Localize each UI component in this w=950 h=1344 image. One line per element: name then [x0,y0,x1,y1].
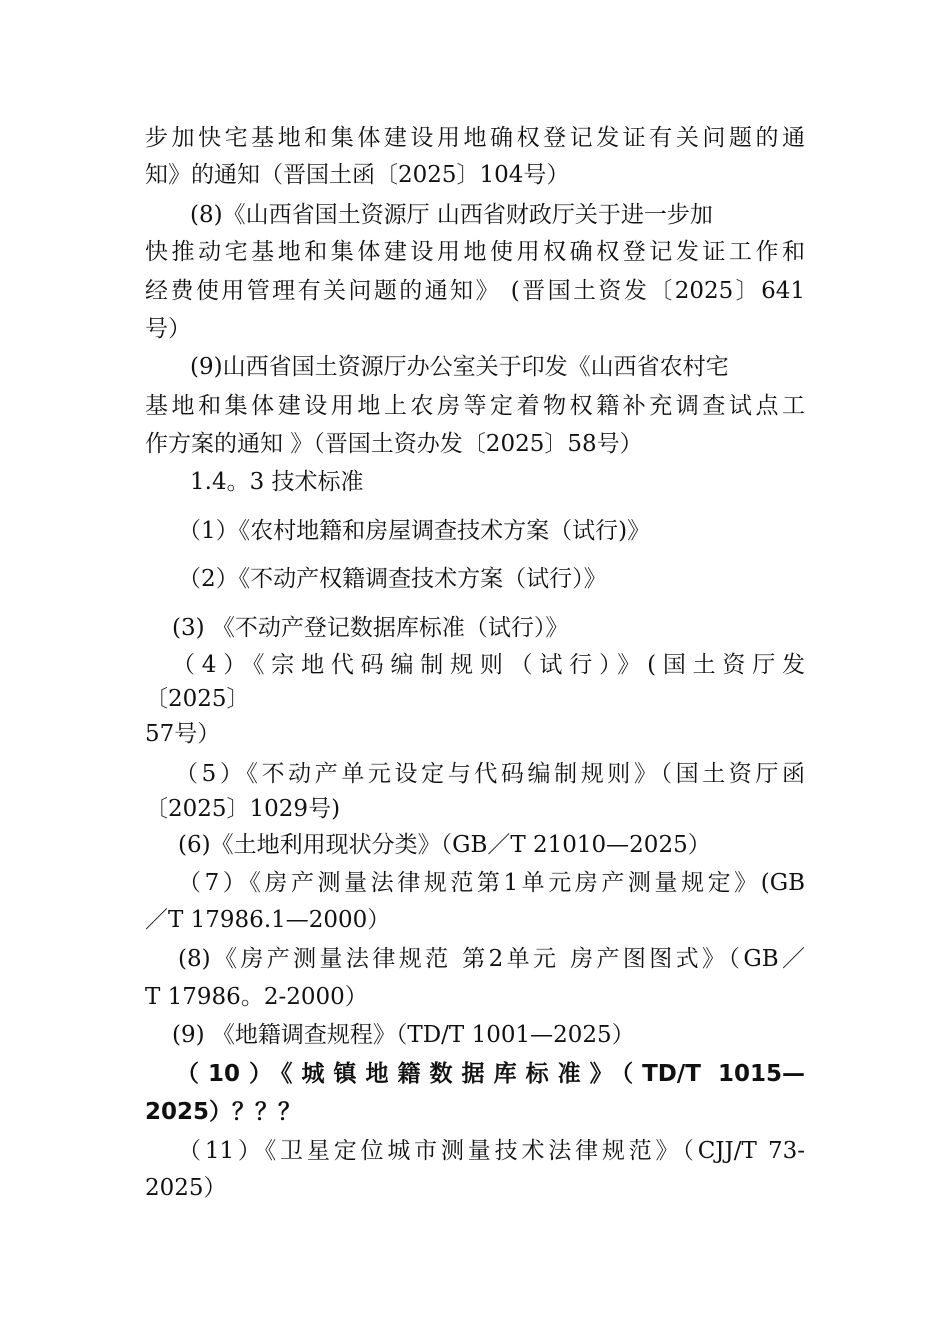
text-line: 号） [145,316,191,342]
text-line: (9)山西省国土资源厅办公室关于印发《山西省农村宅 [190,354,729,380]
list-item: （7）《房产测量法律规范第1单元房产测量规定》(GB [178,870,805,896]
list-item: （4）《宗地代码编制规则（试行）》(国土资厅发 [172,652,805,678]
text-line: 快推动宅基地和集体建设用地使用权确权登记发证工作和 [145,239,805,265]
text-line: 作方案的通知 》（晋国土资办发〔2025〕58号） [145,431,643,457]
text-line: 经费使用管理有关问题的通知》 (晋国土资发〔2025〕641 [145,278,805,304]
text-line-bold: 2025）？？？ [145,1099,302,1125]
text-line: 57号） [145,721,221,747]
list-item: （1）《农村地籍和房屋调查技术方案（试行)》 [178,518,651,544]
text-line: ／T 17986.1—2000） [145,907,391,933]
text-line: 基地和集体建设用地上农房等定着物权籍补充调查试点工 [145,393,805,419]
text-line: 知》的通知（晋国土函〔2025〕104号） [145,162,570,188]
text-line: 〔2025〕1029号) [145,796,341,822]
text-line: (8)《山西省国土资源厅 山西省财政厅关于进一步加 [190,202,713,228]
text-line: T 17986。2-2000） [145,984,368,1010]
list-item: (8)《房产测量法律规范 第2单元 房产图图式》（GB／ [178,946,805,972]
text-line: 步加快宅基地和集体建设用地确权登记发证有关问题的通 [145,125,805,151]
list-item: （2）《不动产权籍调查技术方案（试行）》 [178,566,607,592]
list-item: （11）《卫星定位城市测量技术法律规范》（CJJ/T 73- [178,1138,805,1164]
text-line: 2025） [145,1175,227,1201]
list-item: （5）《不动产单元设定与代码编制规则》（国土资厅函 [175,761,805,787]
list-item: (9) 《地籍调查规程》（TD/T 1001—2025） [172,1022,635,1048]
section-heading: 1.4。3 技术标准 [190,469,364,495]
list-item: (6)《土地利用现状分类》（GB／T 21010—2025） [178,832,711,858]
list-item: (3) 《不动产登记数据库标准（试行）》 [172,615,569,641]
text-line: 〔2025〕 [145,686,250,712]
list-item-bold: （10）《城镇地籍数据库标准》（TD/T 1015— [176,1061,805,1087]
